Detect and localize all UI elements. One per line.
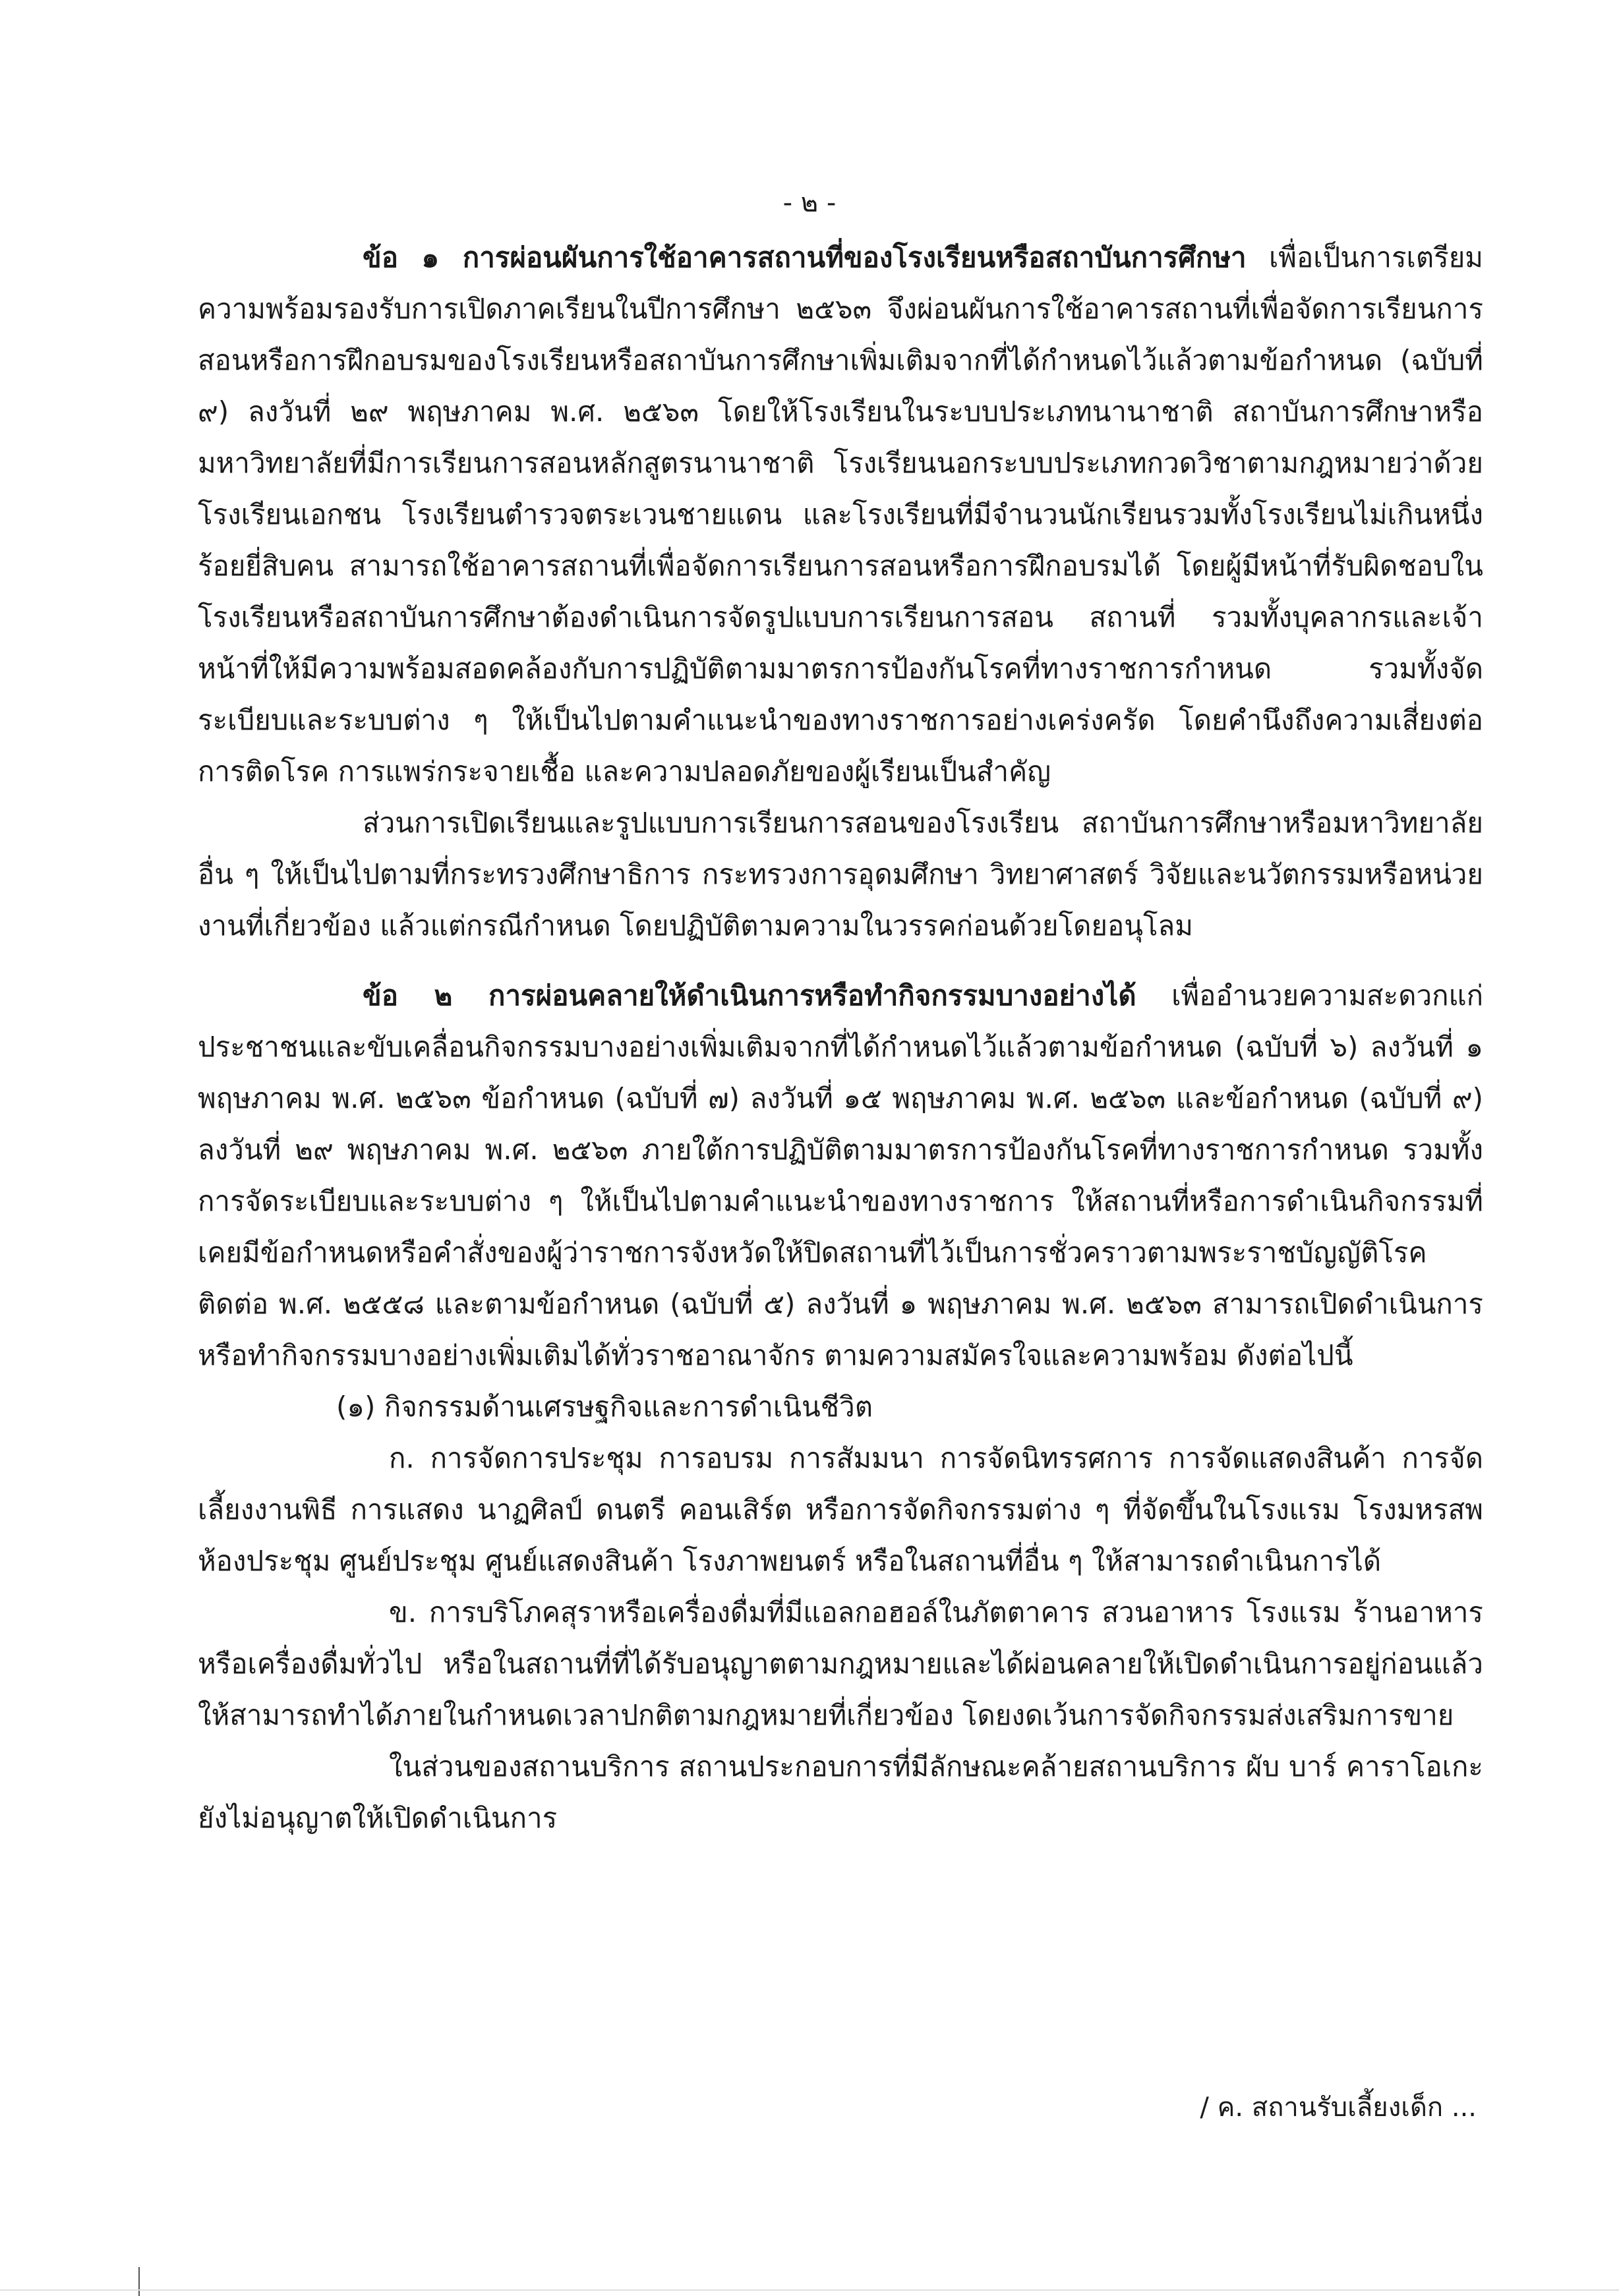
clause-1-paragraph [198,232,1483,797]
clause-1-paragraph-2: ส่วนการเปิดเรียนและรูปแบบการเรียนการสอนของโรงเรียน สถาบันการศึกษาหรือมหาวิทยาลัยอื่น ๆ ให้เป็นไปตามที่กระทรวงศึกษาธิการ กระทรวงการอุดมศึกษา วิทยาศาสตร์ วิจัยและนวัตกรรมหรือหน่วยงานที่เกี่ยวข้อง แล้วแต่กรณีกำหนด โดยปฏิบัติตามความในวรรคก่อนด้วยโดยอนุโลม [198,807,1483,942]
clause-1-body: เพื่อเป็นการเตรียมความพร้อมรองรับการเปิดภาคเรียนในปีการศึกษา ๒๕๖๓ จึงผ่อนผันการใช้อาคารสถานที่เพื่อจัดการเรียนการสอนหรือการฝึกอบรมของโรงเรียนหรือสถาบันการศึกษาเพิ่มเติมจากที่ได้กำหนดไว้แล้วตามข้อกำหนด (ฉบับที่ ๙) ลงวันที่ ๒๙ พฤษภาคม พ.ศ. ๒๕๖๓ โดยให้โรงเรียนในระบบประเภทนานาชาติ สถาบันการศึกษาหรือมหาวิทยาลัยที่มีการเรียนการสอนหลักสูตรนานาชาติ โรงเรียนนอกระบบประเภทกวดวิชาตามกฎหมายว่าด้วยโรงเรียนเอกชน โรงเรียนตำรวจตระเวนชายแดน และโรงเรียนที่มีจำนวนนักเรียนรวมทั้งโรงเรียนไม่เกินหนึ่งร้อยยี่สิบคน สามารถใช้อาคารสถานที่เพื่อจัดการเรียนการสอนหรือการฝึกอบรมได้ โดยผู้มีหน้าที่รับผิดชอบในโรงเรียนหรือสถาบันการศึกษาต้องดำเนินการจัดรูปแบบการเรียนการสอน สถานที่ รวมทั้งบุคลากรและเจ้าหน้าที่ให้มีความพร้อมสอดคล้องกับการปฏิบัติตามมาตรการป้องกันโรคที่ทางราชการกำหนด รวมทั้งจัดระเบียบและระบบต่าง ๆ ให้เป็นไปตามคำแนะนำของทางราชการอย่างเคร่งครัด โดยคำนึงถึงความเสี่ยงต่อการติดโรค การแพร่กระจายเชื้อ และความปลอดภัยของผู้เรียนเป็นสำคัญ [198,241,1483,788]
clause-1-heading: ข้อ ๑ การผ่อนผันการใช้อาคารสถานที่ของโรงเรียนหรือสถาบันการศึกษา [363,241,1247,273]
item-1-b: ข. การบริโภคสุราหรือเครื่องดื่มที่มีแอลกอฮอล์ในภัตตาคาร สวนอาหาร โรงแรม ร้านอาหาร หรือเครื่องดื่มทั่วไป หรือในสถานที่ที่ได้รับอนุญาตตามกฎหมายและได้ผ่อนคลายให้เปิดดำเนินการอยู่ก่อนแล้วให้สามารถทำได้ภายในกำหนดเวลาปกติตามกฎหมายที่เกี่ยวข้อง โดยงดเว้นการจัดกิจกรรมส่งเสริมการขาย [198,1596,1483,1731]
item-1-a: ก. การจัดการประชุม การอบรม การสัมมนา การจัดนิทรรศการ การจัดแสดงสินค้า การจัดเลี้ยงงานพิธี การแสดง นาฏศิลป์ ดนตรี คอนเสิร์ต หรือการจัดกิจกรรมต่าง ๆ ที่จัดขึ้นในโรงแรม โรงมหรสพ ห้องประชุม ศูนย์ประชุม ศูนย์แสดงสินค้า โรงภาพยนตร์ หรือในสถานที่อื่น ๆ ให้สามารถดำเนินการได้ [198,1442,1483,1577]
scan-bottom-edge [0,2289,1619,2291]
clause-2-heading: ข้อ ๒ การผ่อนคลายให้ดำเนินการหรือทำกิจกรรมบางอย่างได้ [363,979,1136,1012]
scan-edge-mark [138,2267,140,2296]
item-1-title: (๑) กิจกรรมด้านเศรษฐกิจและการดำเนินชีวิต [336,1391,873,1423]
continuation-note: / ค. สถานรับเลี้ยงเด็ก ... [1200,2092,1477,2123]
item-1-b-note: ในส่วนของสถานบริการ สถานประกอบการที่มีลักษณะคล้ายสถานบริการ ผับ บาร์ คาราโอเกะ ยังไม่อนุญาตให้เปิดดำเนินการ [198,1750,1483,1834]
clause-2-body: เพื่ออำนวยความสะดวกแก่ประชาชนและขับเคลื่อนกิจกรรมบางอย่างเพิ่มเติมจากที่ได้กำหนดไว้แล้วตามข้อกำหนด (ฉบับที่ ๖) ลงวันที่ ๑ พฤษภาคม พ.ศ. ๒๕๖๓ ข้อกำหนด (ฉบับที่ ๗) ลงวันที่ ๑๕ พฤษภาคม พ.ศ. ๒๕๖๓ และข้อกำหนด (ฉบับที่ ๙) ลงวันที่ ๒๙ พฤษภาคม พ.ศ. ๒๕๖๓ ภายใต้การปฏิบัติตามมาตรการป้องกันโรคที่ทางราชการกำหนด รวมทั้งการจัดระเบียบและระบบต่าง ๆ ให้เป็นไปตามคำแนะนำของทางราชการ ให้สถานที่หรือการดำเนินกิจกรรมที่เคยมีข้อกำหนดหรือคำสั่งของผู้ว่าราชการจังหวัดให้ปิดสถานที่ไว้เป็นการชั่วคราวตามพระราชบัญญัติโรคติดต่อ พ.ศ. ๒๕๕๘ และตามข้อกำหนด (ฉบับที่ ๕) ลงวันที่ ๑ พฤษภาคม พ.ศ. ๒๕๖๓ สามารถเปิดดำเนินการหรือทำกิจกรรมบางอย่างเพิ่มเติมได้ทั่วราชอาณาจักร ตามความสมัครใจและความพร้อม ดังต่อไปนี้ [198,979,1484,1371]
page-number: - ๒ - [782,188,837,218]
document-body [198,232,1483,1844]
clause-2-paragraph [198,970,1483,1381]
